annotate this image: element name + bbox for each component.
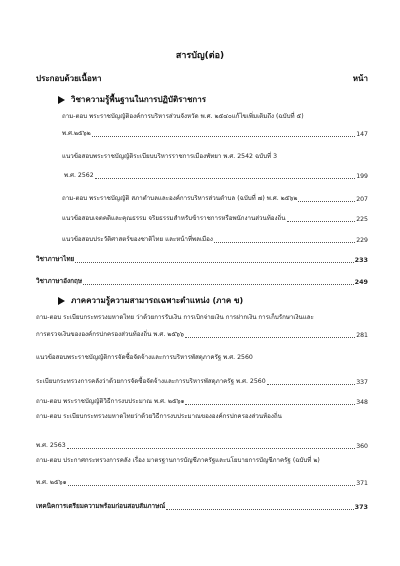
arrow-right-icon: [58, 297, 65, 305]
contents-header-label: ประกอบด้วยเนื้อหา: [36, 74, 102, 83]
toc-entry-line: ถาม-ตอบ พระราชบัญญัติองค์การบริหารส่วนจังหวัด พ.ศ. ๒๕๔๐แก้ไขเพิ่มเติมถึง (ฉบับที่ ๕): [62, 113, 304, 120]
toc-entry-english: วิชาภาษาอังกฤษ 249: [36, 277, 368, 286]
section-a-heading: [58, 93, 206, 106]
toc-entry-line: แนวข้อสอบพระราชบัญญัติการจัดซื้อจัดจ้างและการบริหารพัสดุภาครัฐ พ.ศ. 2560: [36, 354, 253, 361]
toc-entry-technique: เทคนิคการเตรียมความพร้อมก่อนสอบสัมภาษณ์ 373: [36, 502, 368, 511]
toc-entry: พ.ศ. ๒๕๖๑ 371: [36, 479, 368, 487]
toc-entry: การตรวจเงินขององค์กรปกครองส่วนท้องถิ่น พ.ศ. ๒๕๖๖ 281: [36, 331, 368, 339]
toc-entry-line: ถาม-ตอบ ประกาศกระทรวงการคลัง เรื่อง มาตรฐานการบัญชีภาครัฐและนโยบายการบัญชีภาครัฐ (ฉบับที่ ๒): [36, 457, 320, 464]
toc-entry-line: ถาม-ตอบ ระเบียบกระทรวงมหาดไทย ว่าด้วยการรับเงิน การเบิกจ่ายเงิน การฝากเงิน การเก็บรักษาเงินและ: [36, 314, 314, 321]
section-b-label: ภาคความรู้ความสามารถเฉพาะตำแหน่ง (ภาค ข): [71, 296, 244, 305]
toc-entry-thai: วิชาภาษาไทย 233: [36, 255, 368, 264]
toc-entry: พ.ศ. 2562 199: [64, 172, 368, 180]
page-header-label: หน้า: [352, 74, 368, 83]
page-title: สารบัญ(ต่อ): [175, 51, 225, 61]
toc-entry-line: ถาม-ตอบ ระเบียบกระทรวงมหาดไทยว่าด้วยวิธีการงบประมาณขององค์กรปกครองส่วนท้องถิ่น: [36, 413, 282, 420]
section-b-heading: [58, 294, 243, 307]
section-a-label: วิชาความรู้พื้นฐานในการปฏิบัติราชการ: [71, 95, 207, 104]
toc-entry: พ.ศ. 2563 360: [36, 442, 368, 450]
arrow-right-icon: [58, 96, 65, 104]
toc-entry: ระเบียบกระทรวงการคลังว่าด้วยการจัดซื้อจัดจ้างและการบริหารพัสดุภาครัฐ พ.ศ. 2560 337: [36, 378, 368, 386]
toc-entry-line: แนวข้อสอบพระราชบัญญัติระเบียบบริหารราชการเมืองพัทยา พ.ศ. 2542 ฉบับที่ 3: [62, 153, 278, 160]
toc-entry: แนวข้อสอบประวัติศาสตร์ของชาติไทย และหน้าที่พลเมือง 229: [62, 236, 368, 244]
toc-entry: แนวข้อสอบเจตคติและคุณธรรม จริยธรรมสำหรับข้าราชการหรือพนักงานส่วนท้องถิ่น 225: [62, 215, 368, 223]
toc-entry: พ.ศ.๒๕๖๒ 147: [62, 130, 368, 138]
toc-entry: ถาม-ตอบ พระราชบัญญัติวิธีการงบประมาณ พ.ศ. ๒๕๖๑ 348: [36, 398, 368, 406]
toc-entry: ถาม-ตอบ พระราชบัญญัติ สภาตำบลและองค์การบริหารส่วนตำบล (ฉบับที่ ๗) พ.ศ. ๒๕๖๒ 207: [62, 195, 368, 203]
